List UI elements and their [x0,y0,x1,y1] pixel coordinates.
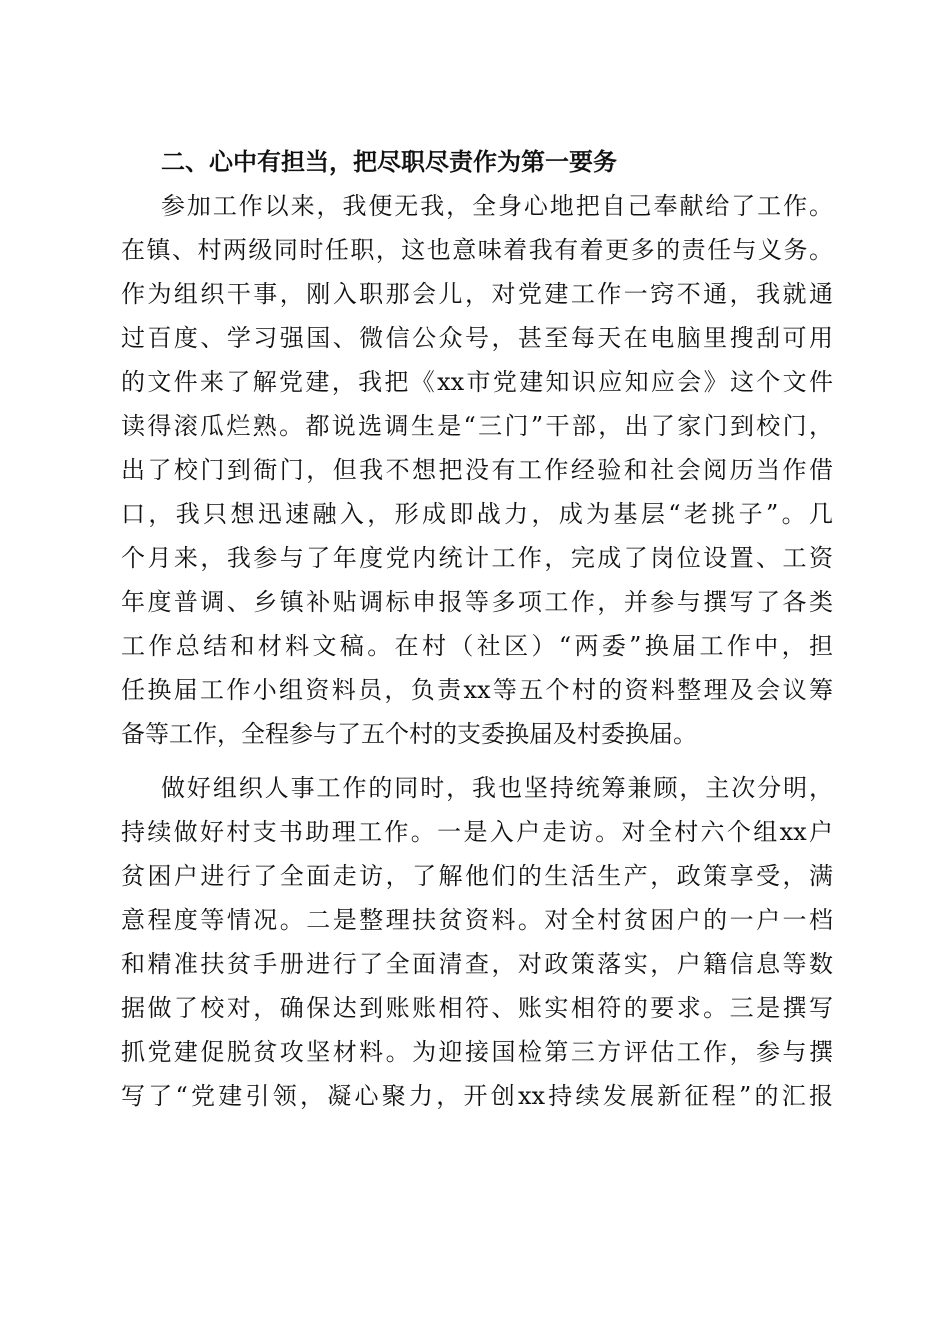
paragraph-1-line-11: 工作总结和材料文稿。在村（社区）“两委”换届工作中，担 [121,632,833,660]
paragraph-1-line-6: 读得滚瓜烂熟。都说选调生是“三门”干部，出了家门到校门， [121,412,833,440]
paragraph-1-line-13: 备等工作，全程参与了五个村的支委换届及村委换届。 [121,720,697,748]
paragraph-1-line-12: 任换届工作小组资料员，负责xx等五个村的资料整理及会议筹 [121,676,833,704]
paragraph-2-line-4: 意程度等情况。二是整理扶贫资料。对全村贫困户的一户一档 [121,906,833,934]
paragraph-2-line-8: 写了“党建引领，凝心聚力，开创xx持续发展新征程”的汇报 [121,1082,833,1110]
paragraph-1-line-10: 年度普调、乡镇补贴调标申报等多项工作，并参与撰写了各类 [121,588,833,616]
paragraph-1-line-9: 个月来，我参与了年度党内统计工作，完成了岗位设置、工资 [121,544,833,572]
paragraph-1-line-5: 的文件来了解党建，我把《xx市党建知识应知应会》这个文件 [121,368,833,396]
paragraph-2-line-5: 和精准扶贫手册进行了全面清查，对政策落实，户籍信息等数 [121,950,833,978]
section-heading: 二、心中有担当，把尽职尽责作为第一要务 [161,148,617,176]
paragraph-2-line-7: 抓党建促脱贫攻坚材料。为迎接国检第三方评估工作，参与撰 [121,1038,833,1066]
paragraph-2-line-1: 做好组织人事工作的同时，我也坚持统筹兼顾，主次分明， [161,774,833,802]
paragraph-2-line-2: 持续做好村支书助理工作。一是入户走访。对全村六个组xx户 [121,818,833,846]
paragraph-2-line-6: 据做了校对，确保达到账账相符、账实相符的要求。三是撰写 [121,994,833,1022]
paragraph-1-line-1: 参加工作以来，我便无我，全身心地把自己奉献给了工作。 [161,192,833,220]
paragraph-1-line-7: 出了校门到衙门，但我不想把没有工作经验和社会阅历当作借 [121,456,833,484]
paragraph-1-line-3: 作为组织干事，刚入职那会儿，对党建工作一窍不通，我就通 [121,280,833,308]
paragraph-2-line-3: 贫困户进行了全面走访，了解他们的生活生产，政策享受，满 [121,862,833,890]
paragraph-1-line-2: 在镇、村两级同时任职，这也意味着我有着更多的责任与义务。 [121,236,833,264]
paragraph-1-line-8: 口，我只想迅速融入，形成即战力，成为基层“老挑子”。几 [121,500,833,528]
paragraph-1-line-4: 过百度、学习强国、微信公众号，甚至每天在电脑里搜刮可用 [121,324,833,352]
